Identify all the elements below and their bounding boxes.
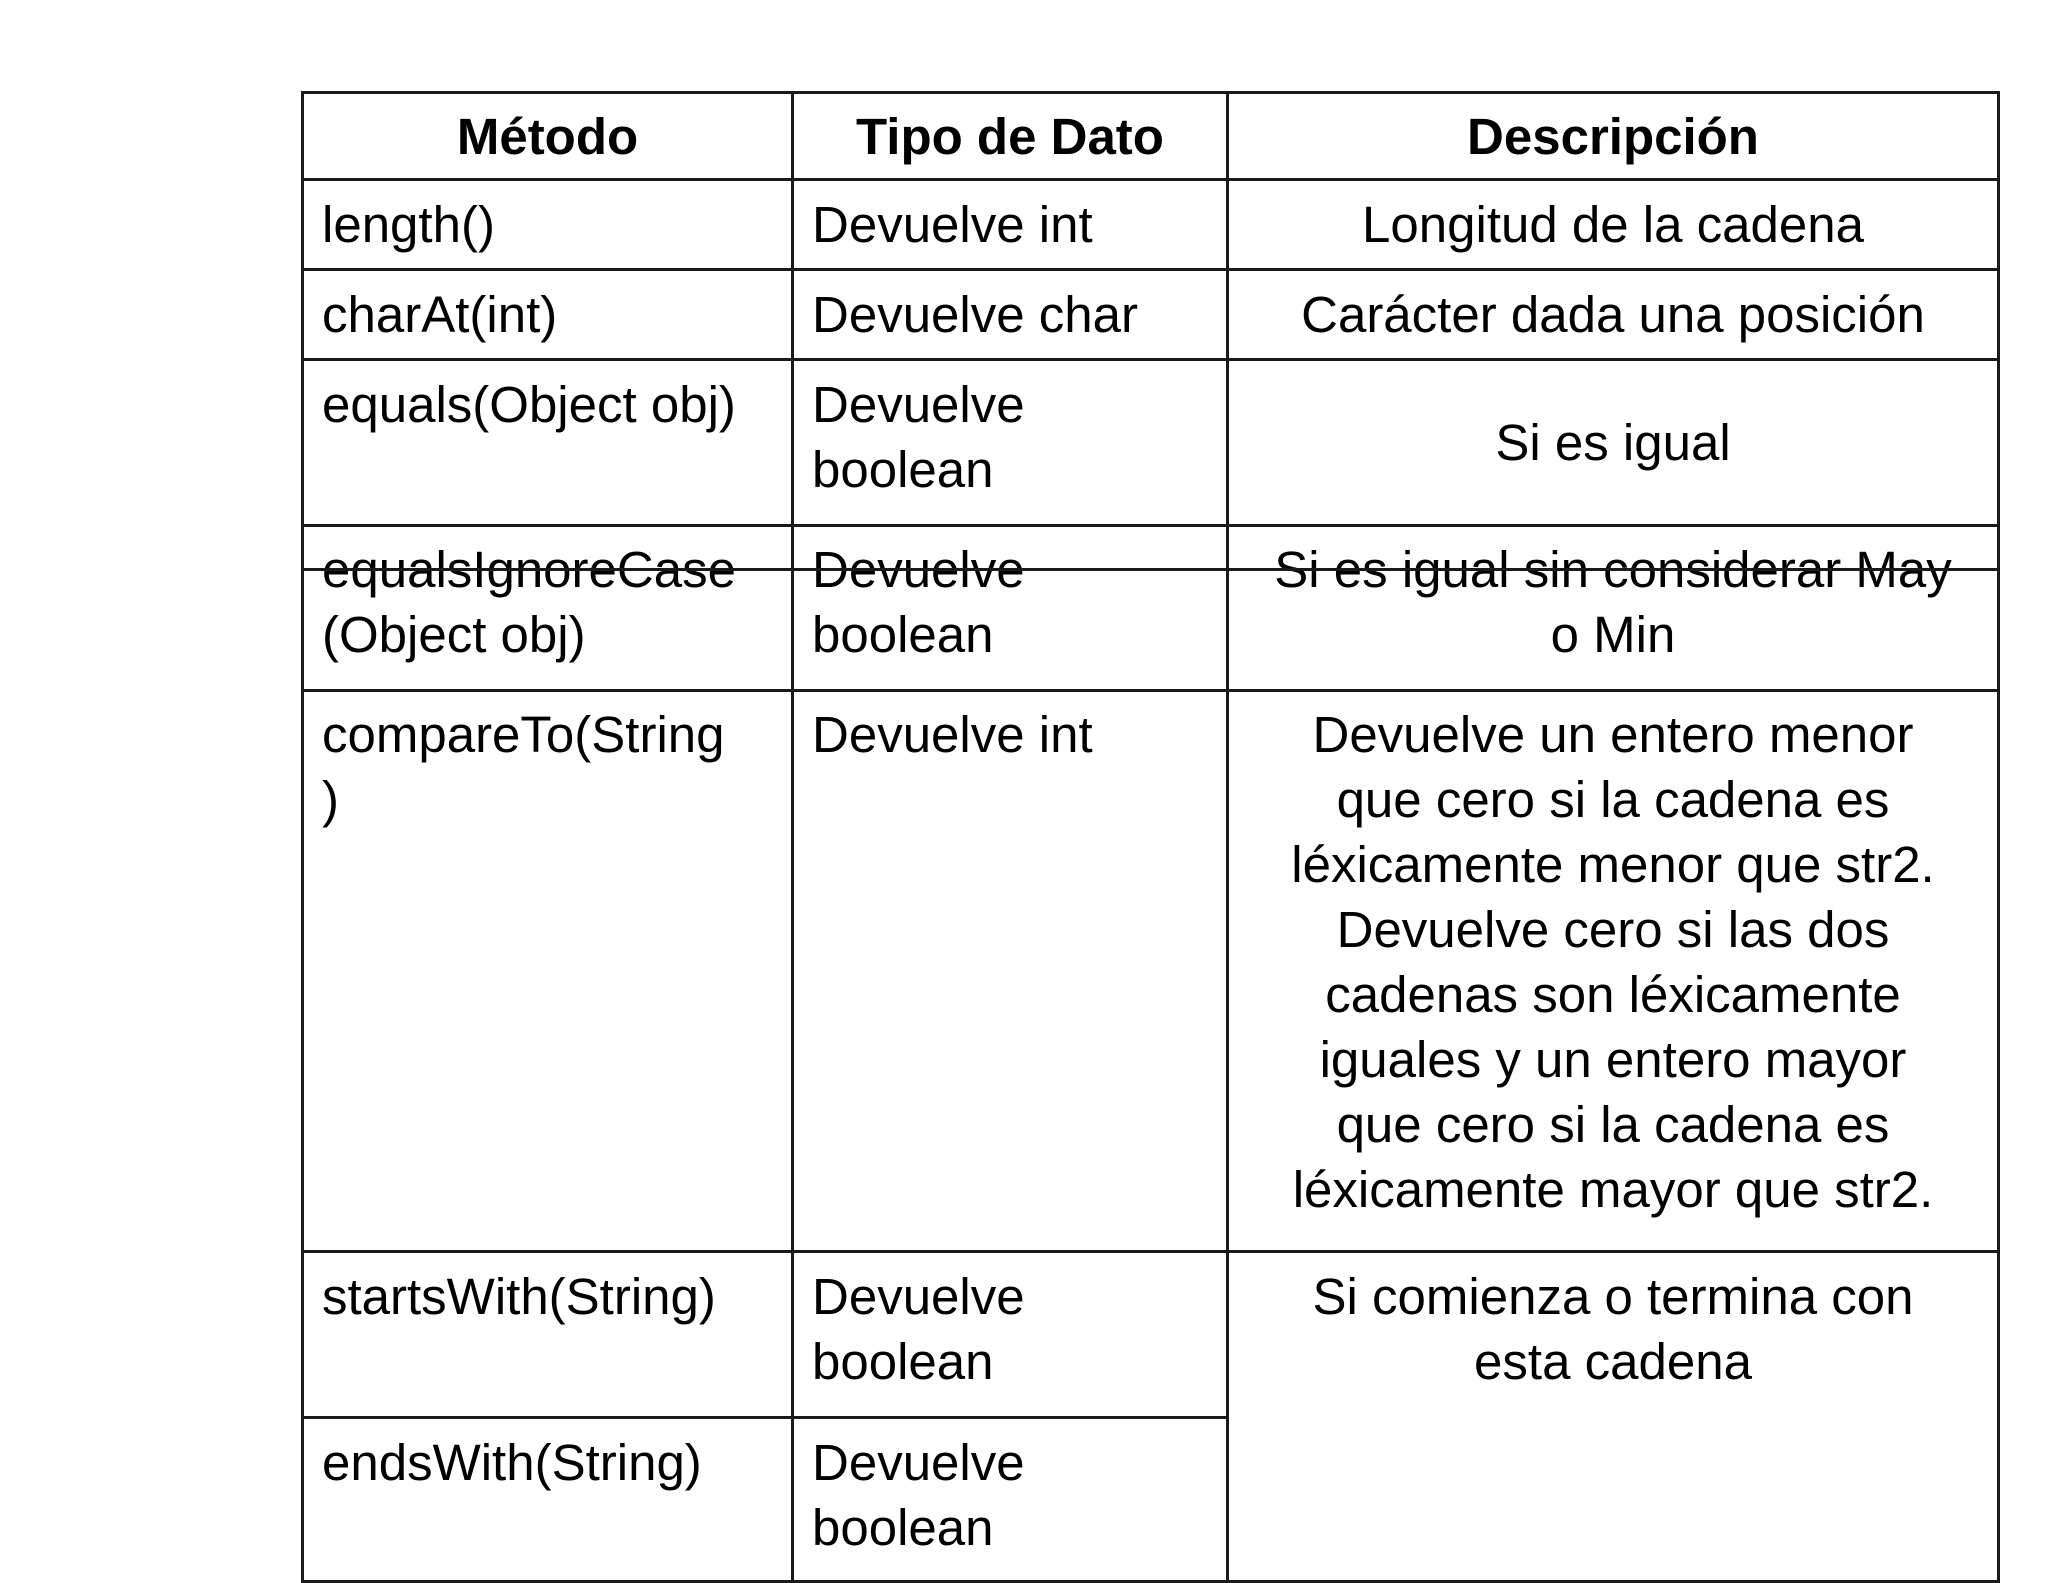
description-line: esta cadena: [1474, 1333, 1752, 1390]
type-line: Devuelve: [812, 376, 1025, 433]
method-cell: equals(Object obj): [303, 360, 793, 526]
description-line: léxicamente menor que str2.: [1291, 836, 1935, 893]
table-row: [303, 180, 1999, 270]
table-row: [303, 360, 1999, 526]
description-cell: [1228, 691, 1999, 1252]
table-row: [303, 691, 1999, 1252]
method-cell: startsWith(String): [303, 1252, 793, 1418]
type-line: Devuelve: [812, 1434, 1025, 1491]
table-row: [303, 270, 1999, 360]
description-cell: [1228, 526, 1999, 691]
string-methods-table: [301, 91, 2000, 1583]
method-cell: charAt(int): [303, 270, 793, 360]
method-line: ): [322, 771, 339, 828]
type-line: boolean: [812, 441, 994, 498]
method-line: (Object obj): [322, 606, 586, 663]
type-line: Devuelve: [812, 541, 1025, 598]
type-line: boolean: [812, 1499, 994, 1556]
description-line: o Min: [1550, 606, 1676, 663]
header-type: Tipo de Dato: [793, 93, 1228, 180]
description-line: Devuelve un entero menor: [1312, 706, 1914, 763]
type-cell: Devuelve char: [793, 270, 1228, 360]
description-line: léxicamente mayor que str2.: [1292, 1161, 1934, 1218]
description-cell: Longitud de la cadena: [1228, 180, 1999, 270]
description-line: cadenas son léxicamente: [1325, 966, 1901, 1023]
description-cell: Si es igual: [1228, 360, 1999, 526]
type-line: boolean: [812, 606, 994, 663]
description-line: Devuelve cero si las dos: [1336, 901, 1890, 958]
merged-description-cell: [1228, 1252, 1999, 1582]
description-line: iguales y un entero mayor: [1319, 1031, 1907, 1088]
description-line: Si es igual sin considerar May: [1274, 541, 1952, 598]
description-cell: Carácter dada una posición: [1228, 270, 1999, 360]
method-line: equalsIgnoreCase: [322, 541, 736, 598]
table-header-row: [303, 93, 1999, 180]
description-line: Si comienza o termina con: [1312, 1268, 1914, 1325]
type-cell: Devuelve int: [793, 691, 1228, 1252]
type-cell: [793, 1252, 1228, 1418]
method-cell: endsWith(String): [303, 1418, 793, 1582]
description-line: que cero si la cadena es: [1336, 1096, 1890, 1153]
table-row: [303, 1252, 1999, 1418]
method-cell: [303, 526, 793, 691]
type-cell: Devuelve int: [793, 180, 1228, 270]
type-line: Devuelve: [812, 1268, 1025, 1325]
method-line: compareTo(String: [322, 706, 725, 763]
type-cell: [793, 526, 1228, 691]
table-row: [303, 526, 1999, 691]
type-line: boolean: [812, 1333, 994, 1390]
type-cell: [793, 1418, 1228, 1582]
header-description: Descripción: [1228, 93, 1999, 180]
header-method: Método: [303, 93, 793, 180]
type-cell: [793, 360, 1228, 526]
row-divider-line: [301, 568, 1997, 571]
description-line: que cero si la cadena es: [1336, 771, 1890, 828]
method-cell: [303, 691, 793, 1252]
method-cell: length(): [303, 180, 793, 270]
